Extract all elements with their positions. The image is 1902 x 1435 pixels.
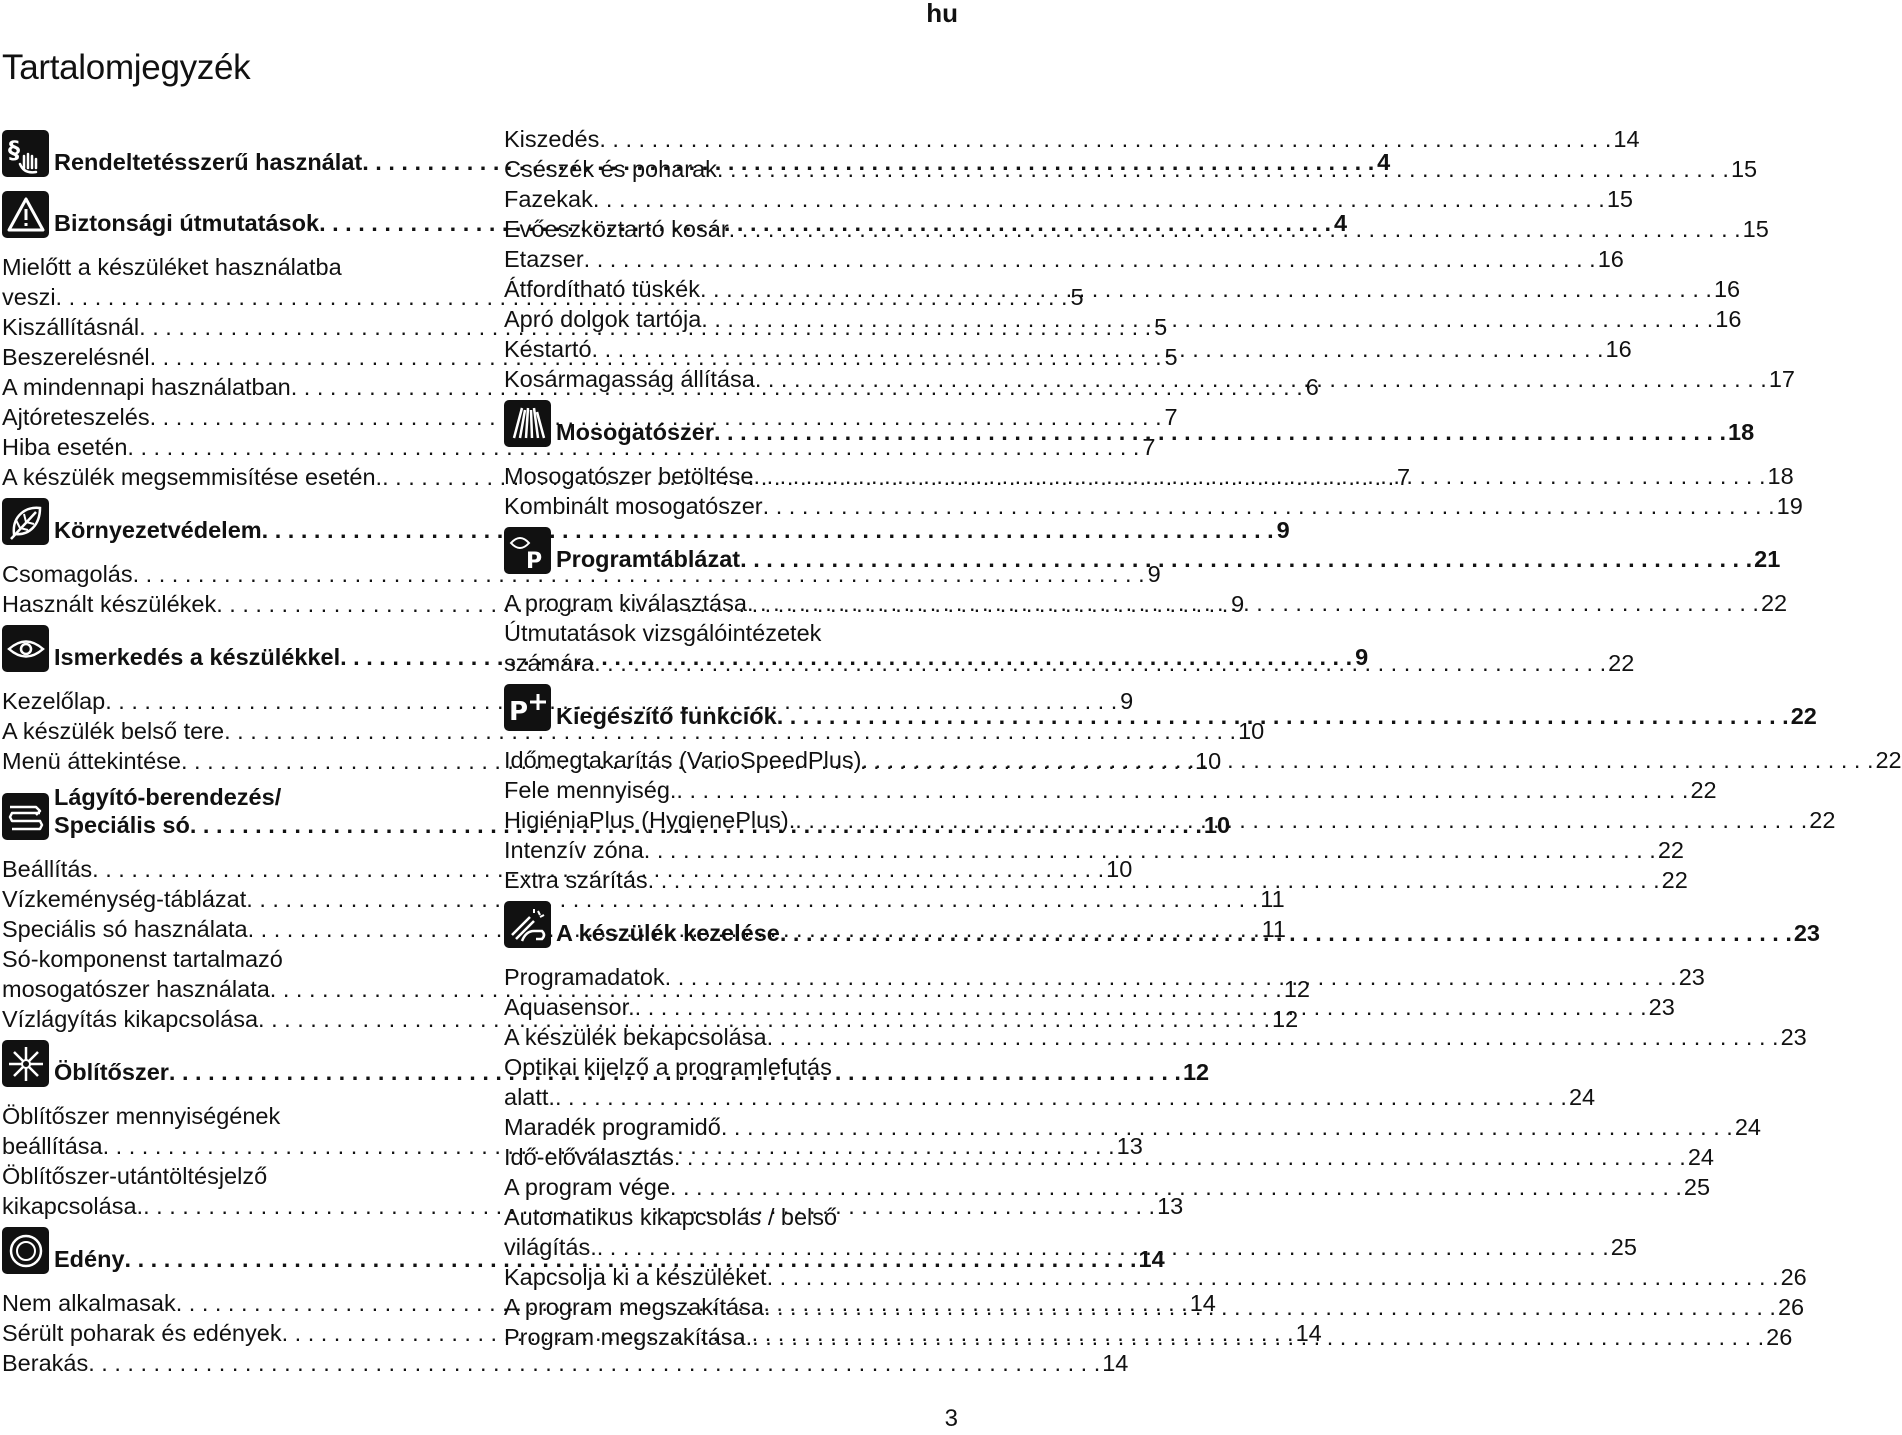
toc-entry-link[interactable] [504, 1082, 1596, 1112]
entry-title: A készülék belső tere [2, 718, 225, 744]
entry-title-line-1: Só-komponenst tartalmazó [2, 946, 283, 972]
toc-entry-link[interactable] [504, 835, 1684, 865]
toc-entry-link[interactable] [504, 214, 1769, 244]
entry-page: 10 [1106, 856, 1133, 882]
entry-title: A program kiválasztása [504, 590, 747, 616]
entry-title-line-1: Öblítőszer mennyiségének [2, 1103, 281, 1129]
dot-leader [721, 1112, 1733, 1142]
toc-entry-link[interactable] [2, 1348, 1129, 1378]
heading-page: 18 [1728, 419, 1755, 445]
heading-title: Kiegészítő funkciók [556, 703, 777, 729]
entry-page: 14 [1189, 1290, 1216, 1316]
toc-entry [504, 244, 1624, 274]
heading-page: 10 [1203, 812, 1231, 838]
dot-leader [648, 865, 1660, 895]
entry-page: 5 [1164, 344, 1178, 370]
entry-page: 17 [1768, 366, 1795, 392]
entry-title: A készülék bekapcsolása [504, 1024, 767, 1050]
entry-title: Kezelőlap [2, 688, 106, 714]
toc-entry [504, 588, 1788, 618]
entry-title: Kiszedés [504, 126, 600, 152]
toc-entry-link[interactable] [504, 364, 1795, 394]
entry-title: Fazekak [504, 186, 593, 212]
dot-leader [593, 184, 1605, 214]
entry-page: 5 [1070, 284, 1084, 310]
entry-page: 16 [1715, 306, 1742, 332]
toc-entry [504, 618, 1635, 678]
entry-page: 18 [1767, 463, 1794, 489]
entry-title: Vízlágyítás kikapcsolása [2, 1006, 259, 1032]
safety-hand-icon [2, 130, 49, 177]
entry-title: Maradék programidő [504, 1114, 721, 1140]
dot-leader [665, 962, 1677, 992]
entry-title: Apró dolgok tartója [504, 306, 702, 332]
entry-page: 16 [1597, 246, 1624, 272]
svg-text:P: P [508, 696, 528, 727]
toc-entry [504, 835, 1684, 865]
toc-entry [504, 154, 1758, 184]
entry-page: 11 [1261, 916, 1287, 942]
eye-icon [2, 625, 49, 672]
entry-title: veszi [2, 284, 56, 310]
toc-entry-link[interactable] [504, 461, 1794, 491]
entry-page: 13 [1157, 1193, 1184, 1219]
entry-title: Beszerelésnél [2, 344, 150, 370]
entry-page: 9 [1147, 561, 1161, 587]
toc-entry-link[interactable] [504, 1112, 1761, 1142]
entry-page: 16 [1713, 276, 1741, 302]
operating-hand-icon [504, 901, 551, 948]
entry-title: Berakás [2, 1350, 89, 1376]
toc-entry [504, 364, 1795, 394]
entry-page: 9 [1231, 591, 1245, 617]
entry-page: 6 [1305, 374, 1319, 400]
entry-page: 13 [1116, 1133, 1143, 1159]
entry-title: Csészék és poharak [504, 156, 717, 182]
dot-leader [555, 1082, 1567, 1112]
water-softener-icon [2, 793, 49, 840]
program-plus-icon [504, 684, 551, 731]
dishes-icon [2, 1227, 49, 1274]
entry-title: számára [504, 650, 595, 676]
entry-title: Beállítás [2, 856, 93, 882]
dot-leader [670, 1172, 1682, 1202]
dot-leader [584, 244, 1596, 274]
entry-page: 26 [1780, 1264, 1807, 1290]
warning-triangle-icon [2, 191, 49, 238]
heading-title: Programtáblázat [556, 546, 741, 572]
heading-title: Környezetvédelem [54, 517, 262, 543]
entry-title: kikapcsolása. [2, 1193, 144, 1219]
entry-page: 14 [1295, 1320, 1322, 1346]
toc-entry [504, 334, 1632, 364]
dot-leader [701, 304, 1713, 334]
entry-title: Evőeszköztartó kosár [504, 216, 729, 242]
entry-title: A mindennapi használatban [2, 374, 291, 400]
dot-leader [764, 1292, 1776, 1322]
heading-page: 22 [1790, 703, 1817, 729]
toc-entry-link[interactable] [504, 184, 1633, 214]
entry-page: 7 [1142, 434, 1156, 460]
heading-page: 12 [1182, 1059, 1210, 1085]
heading-line [556, 546, 1780, 573]
dot-leader [594, 648, 1606, 678]
entry-page: 5 [1154, 314, 1168, 340]
entry-page: 22 [1657, 837, 1684, 863]
entry-page: 22 [1760, 590, 1788, 616]
entry-page: 12 [1283, 976, 1310, 1002]
entry-page: 7 [1164, 404, 1178, 430]
toc-entry [504, 491, 1803, 521]
svg-text:P: P [525, 548, 542, 574]
toc-entry-link[interactable] [504, 334, 1632, 364]
entry-page: 10 [1195, 748, 1222, 774]
entry-page: 22 [1809, 807, 1836, 833]
entry-title: beállítása [2, 1133, 103, 1159]
entry-page: 14 [1102, 1350, 1129, 1376]
entry-page: 16 [1605, 336, 1632, 362]
toc-entry [504, 1112, 1761, 1142]
entry-page: 15 [1742, 216, 1769, 242]
entry-page: 22 [1875, 747, 1902, 773]
dot-leader [676, 775, 1688, 805]
toc-entry-link[interactable] [504, 1262, 1807, 1292]
dot-leader [754, 461, 1766, 491]
toc-entry-link[interactable] [504, 244, 1624, 274]
dot-leader [755, 364, 1767, 394]
dot-leader [700, 274, 1712, 304]
dot-leader [747, 588, 1759, 618]
entry-page: 26 [1766, 1324, 1793, 1350]
heading-page: 9 [1355, 644, 1369, 670]
entry-title-line-1: Útmutatások vizsgálóintézetek [504, 620, 822, 646]
entry-title: Sérült poharak és edények [2, 1320, 282, 1346]
entry-title-line-1: Optikai kijelző a programlefutás [504, 1054, 832, 1080]
toc-entry [504, 775, 1717, 805]
toc-entry [504, 304, 1742, 334]
entry-page: 22 [1608, 650, 1635, 676]
toc-entry-link[interactable] [504, 648, 1635, 678]
entry-title: Menü áttekintése [2, 748, 181, 774]
entry-title: világítás. [504, 1234, 597, 1260]
entry-title: Kiszállításnál [2, 314, 140, 340]
section-heading[interactable] [504, 527, 1781, 574]
toc-entry-link[interactable] [504, 588, 1788, 618]
toc-entry [504, 124, 1640, 154]
dot-leader [763, 491, 1775, 521]
heading-title: Mosogatószer [556, 419, 714, 445]
entry-title: Kombinált mosogatószer [504, 493, 763, 519]
entry-page: 15 [1730, 156, 1758, 182]
entry-page: 15 [1606, 186, 1633, 212]
dot-leader [767, 1022, 1779, 1052]
dot-leader [717, 154, 1729, 184]
entry-page: 22 [1690, 777, 1717, 803]
toc-entry-link[interactable] [504, 1172, 1711, 1202]
toc-entry-link[interactable] [504, 491, 1803, 521]
dot-leader [599, 124, 1611, 154]
heading-page: 21 [1754, 546, 1781, 572]
entry-title: Program megszakítása. [504, 1324, 753, 1350]
entry-page: 7 [1397, 464, 1411, 490]
entry-title: Hiba esetén [2, 434, 128, 460]
toc-entry [504, 1172, 1711, 1202]
dot-leader [644, 835, 1656, 865]
svg-text:§: § [7, 135, 20, 164]
entry-page: 10 [1238, 718, 1265, 744]
entry-title: Programadatok [504, 964, 665, 990]
entry-page: 11 [1260, 886, 1285, 912]
toc-entry-link[interactable] [504, 154, 1758, 184]
entry-title: Aquasensor. [504, 994, 635, 1020]
dot-leader [752, 1322, 1764, 1352]
heading-line [556, 419, 1754, 446]
heading-title: Rendeltetésszerű használat [54, 149, 363, 175]
section-heading[interactable] [504, 400, 1755, 447]
entry-title: Etazser [504, 246, 584, 272]
entry-page: 24 [1568, 1084, 1596, 1110]
dot-leader [597, 1232, 1609, 1262]
heading-page: 23 [1793, 920, 1820, 946]
toc-entry [2, 884, 1285, 914]
entry-page: 23 [1648, 994, 1675, 1020]
rinse-aid-icon [2, 1040, 49, 1087]
toc-entry [504, 1022, 1807, 1052]
entry-title: Átfordítható tüskék [504, 276, 700, 302]
entry-title: Ajtóreteszelés [2, 404, 150, 430]
page-number: 3 [944, 1405, 958, 1432]
entry-page: 25 [1610, 1234, 1637, 1260]
dot-leader [795, 805, 1807, 835]
dot-leader [740, 546, 1752, 573]
heading-title: Speciális só [54, 812, 190, 838]
entry-title: Kapcsolja ki a készüléket [504, 1264, 767, 1290]
entry-title: Használt készülékek [2, 591, 217, 617]
heading-text [556, 703, 1817, 731]
language-code: hu [926, 0, 958, 28]
entry-title: A program vége [504, 1174, 670, 1200]
entry-title: mosogatószer használata [2, 976, 270, 1002]
toc-entry-link[interactable] [504, 304, 1742, 334]
toc-section [504, 400, 1803, 521]
heading-line [556, 703, 1817, 730]
toc-entry [504, 1262, 1807, 1292]
heading-text [556, 920, 1820, 948]
leaf-icon [2, 498, 49, 545]
program-table-icon [504, 527, 551, 574]
toc-entry-link[interactable] [504, 124, 1640, 154]
toc-section [504, 527, 1788, 678]
dot-leader [729, 214, 1741, 244]
entry-title: Csomagolás [2, 561, 133, 587]
toc-entry [504, 184, 1633, 214]
toc-entry-link[interactable] [504, 1022, 1807, 1052]
entry-title-line-1: Öblítőszer-utántöltésjelző [2, 1163, 268, 1189]
toc-entry [504, 461, 1794, 491]
entry-page: 24 [1687, 1144, 1714, 1170]
heading-title: Biztonsági útmutatások [54, 210, 320, 236]
heading-page: 9 [1276, 517, 1290, 543]
dot-leader [714, 419, 1726, 446]
entry-title: alatt. [504, 1084, 555, 1110]
dot-leader [635, 992, 1647, 1022]
entry-page: 14 [1613, 126, 1640, 152]
entry-title: Vízkeménység-táblázat [2, 886, 247, 912]
detergent-icon [504, 400, 551, 447]
entry-title: Időmegtakarítás (VarioSpeedPlus) [504, 747, 862, 773]
entry-title: Speciális só használata [2, 916, 248, 942]
entry-page: 23 [1678, 964, 1705, 990]
heading-line [556, 920, 1820, 947]
heading-title: Edény [54, 1246, 125, 1272]
heading-page: 4 [1334, 210, 1348, 236]
heading-page: 4 [1377, 149, 1391, 175]
dot-leader [674, 1142, 1686, 1172]
heading-title: Öblítőszer [54, 1059, 169, 1085]
entry-title: A készülék megsemmisítése esetén. [2, 464, 383, 490]
heading-title: Ismerkedés a készülékkel [54, 644, 341, 670]
entry-title-line-1: Automatikus kikapcsolás / belső [504, 1204, 838, 1230]
toc-entry-link[interactable] [504, 775, 1717, 805]
entry-page: 9 [1120, 688, 1134, 714]
entry-title: Késtartó [504, 336, 592, 362]
entry-title: Nem alkalmasak [2, 1290, 176, 1316]
dot-leader [777, 703, 1789, 730]
dot-leader [780, 920, 1792, 947]
entry-title: Idő-előválasztás [504, 1144, 674, 1170]
page-title: Tartalomjegyzék [2, 48, 251, 87]
dot-leader [592, 334, 1604, 364]
entry-title: HigiéniaPlus (HygienePlus). [504, 807, 796, 833]
entry-page: 25 [1683, 1174, 1711, 1200]
heading-page: 14 [1138, 1246, 1165, 1272]
entry-title: Mosogatószer betöltése [504, 463, 754, 489]
dot-leader [861, 745, 1873, 775]
dot-leader [767, 1262, 1779, 1292]
heading-line-1: Lágyító-berendezés/ [54, 784, 282, 810]
entry-title: Kosármagasság állítása [504, 366, 755, 392]
entry-page: 12 [1272, 1006, 1299, 1032]
toc-entry-link[interactable] [2, 884, 1285, 914]
heading-text [556, 546, 1780, 574]
entry-title: Intenzív zóna [504, 837, 644, 863]
entry-title: Extra szárítás [504, 867, 648, 893]
entry-page: 19 [1776, 493, 1803, 519]
entry-title-line-1: Mielőtt a készüléket használatba [2, 254, 342, 280]
entry-page: 23 [1780, 1024, 1807, 1050]
heading-text [556, 419, 1754, 447]
heading-title: A készülék kezelése [556, 920, 780, 946]
entry-page: 26 [1777, 1294, 1805, 1320]
entry-title: A program megszakítása [504, 1294, 764, 1320]
toc-entry [504, 214, 1769, 244]
entry-title: Fele mennyiség. [504, 777, 677, 803]
entry-page: 22 [1661, 867, 1688, 893]
toc-entry [504, 274, 1741, 304]
entry-page: 24 [1734, 1114, 1761, 1140]
toc-entry [2, 1348, 1129, 1378]
toc-entry-link[interactable] [504, 274, 1741, 304]
toc-section [504, 124, 1795, 394]
